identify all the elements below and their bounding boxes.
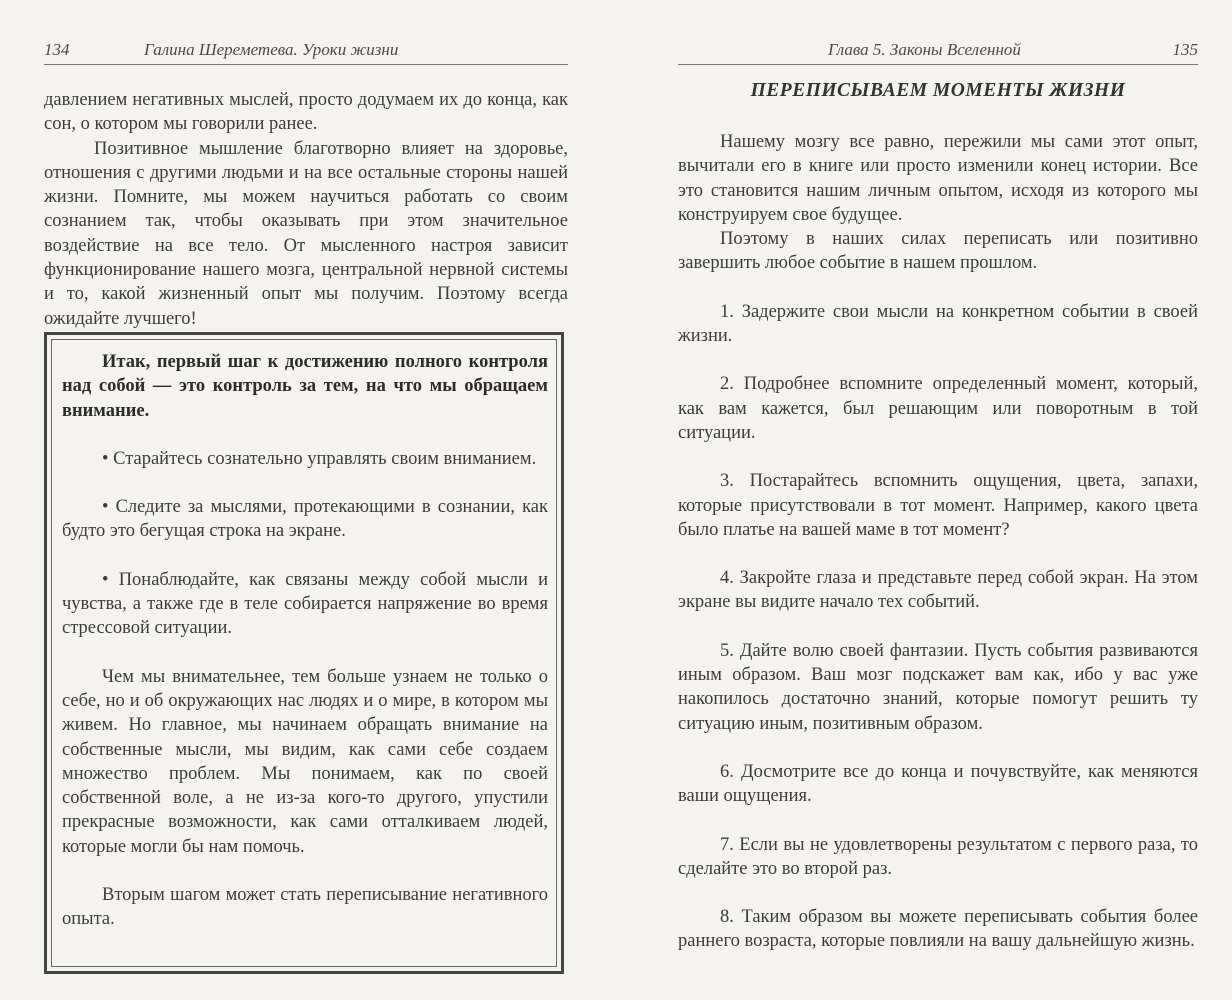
box-bullet: • Следите за мыслями, протекающими в сознании, как будто это бегущая строка на экране.: [62, 497, 548, 542]
box-bullet: • Старайтесь сознательно управлять своим вниманием.: [102, 448, 537, 469]
step-item: 8. Таким образом вы можете переписывать события более раннего возраста, которые повлияли на вашу дальнейшую жизнь.: [678, 907, 1198, 952]
box-bullet: • Понаблюдайте, как связаны между собой мысли и чувства, а также где в теле собирается напряжение во время стрессовой ситуации.: [62, 569, 548, 639]
framed-box: [44, 332, 564, 974]
step-item: 1. Задержите свои мысли на конкретном событии в своей жизни.: [678, 301, 1198, 347]
step-item: 6. Досмотрите все до конца и почувствуйте, как меняются ваши ощущения.: [678, 761, 1198, 807]
step-item: 4. Закройте глаза и представьте перед собой экран. На этом экране вы видите начало тех событий.: [678, 568, 1198, 613]
step-item: 2. Подробнее вспомните определенный момент, который, как вам кажется, был решающим или поворотным в той ситуации.: [678, 374, 1198, 443]
right-running-head: [678, 36, 1198, 65]
right-page-number: 135: [1172, 40, 1198, 59]
step-item: 5. Дайте волю своей фантазии. Пусть события развиваются иным образом. Ваш мозг подскажет вам как, ибо у вас уже накопилось достаточно знаний, которые помогут решить ту ситуацию иным, позитивным образом.: [678, 640, 1198, 734]
paragraph: Нашему мозгу все равно, пережили мы сами этот опыт, вычитали его в книге или просто изменили конец истории. Все это становится нашим личным опытом, исходя из которого мы конструируем свое будущее.: [678, 132, 1198, 225]
box-closing: Вторым шагом может стать переписывание негативного опыта.: [62, 885, 548, 930]
box-bold-intro: Итак, первый шаг к достижению полного контроля над собой — это контроль за тем, на что мы обращаем внимание.: [62, 352, 548, 421]
paragraph: Поэтому в наших силах переписать или позитивно завершить любое событие в нашем прошлом.: [678, 229, 1198, 274]
paragraph: давлением негативных мыслей, просто додумаем их до конца, как сон, о котором мы говорили ранее.: [44, 90, 568, 135]
right-body-text: [678, 130, 1198, 954]
step-item: 7. Если вы не удовлетворены результатом с первого раза, то сделайте это во второй раз.: [678, 834, 1198, 879]
framed-box-inner: [51, 339, 557, 967]
box-paragraph: Чем мы внимательнее, тем больше узнаем не только о себе, но и об окружающих нас людях и о мире, в котором мы живем. Но главное, мы начинаем обращать внимание на собственные мысли, мы видим, как сами себе создаем множество проблем. Мы понимаем, как по своей собственной воле, а не из-за кого-то другого, упустили прекрасные возможности, как сами отталкиваем людей, которые могли бы нам помочь.: [62, 666, 548, 857]
section-heading: ПЕРЕПИСЫВАЕМ МОМЕНТЫ ЖИЗНИ: [750, 80, 1126, 101]
left-running-head: [44, 36, 568, 65]
right-running-title: Глава 5. Законы Вселенной: [828, 40, 1021, 59]
left-page-number: 134: [44, 40, 70, 59]
left-body-text: [44, 88, 568, 331]
right-page: [616, 0, 1232, 1000]
paragraph: Позитивное мышление благотворно влияет на здоровье, отношения с другими людьми и на все остальные стороны нашей жизни. Помните, мы можем научиться работать со своим сознанием так, чтобы оказывать при этом значительное воздействие на все тело. От мысленного настроя зависит функционирование нашего мозга, центральной нервной системы и то, какой жизненный опыт мы получим. Поэтому всегда ожидайте лучшего!: [44, 138, 568, 329]
left-running-title: Галина Шереметева. Уроки жизни: [144, 40, 399, 59]
step-item: 3. Постарайтесь вспомнить ощущения, цвета, запахи, которые присутствовали в тот момент. Например, какого цвета было платье на вашей маме в тот момент?: [678, 471, 1198, 540]
